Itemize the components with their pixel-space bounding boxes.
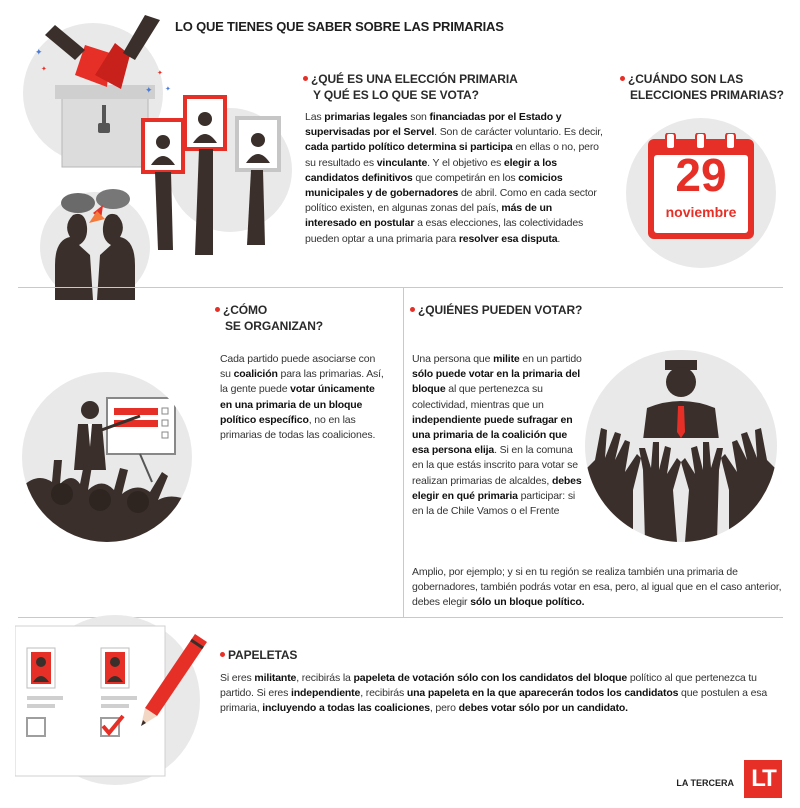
como-heading: [215, 302, 385, 334]
cuando-heading-line1: ¿CUÁNDO SON LAS: [628, 72, 744, 86]
papeletas-body: Si eres militante, recibirás la papeleta de votación sólo con los candidatos del bloque político al que pertenezca tu partido. Si eres independiente, recibirás una papeleta en la que aparecerán todos los candidatos que postulen a esa primaria, incluyendo a todas las coaliciones, pero debes votar sólo por un candidato.: [220, 672, 768, 715]
svg-text:✦: ✦: [41, 66, 47, 73]
bullet-dot: [303, 76, 308, 81]
que-es-heading: [303, 71, 553, 103]
la-tercera-logo: LT: [744, 760, 782, 798]
bullet-dot: [215, 307, 220, 312]
que-es-body: Las primarias legales son financiadas por el Estado y supervisadas por el Servel. Son de carácter voluntario. Es decir, cada partido político determina si participa en ellas o no, pero su resultado es vinculante. Y el objetivo es elegir a los candidatos definitivos que competirán en los comicios municipales y de gobernadores de abril. Como en cada sector político existen, en algunas zonas del país, más de un interesado en postular a esas elecciones, las colectividades pueden optar a una primaria para resolver esa disputa.: [305, 111, 603, 245]
section-divider: [18, 287, 783, 288]
ballot-illustration: [15, 15, 305, 300]
svg-text:✦: ✦: [35, 47, 43, 57]
quienes-heading: [410, 302, 670, 318]
column-divider: [403, 287, 404, 617]
bullet-dot: [620, 76, 625, 81]
que-es-heading-line2: Y QUÉ ES LO QUE SE VOTA?: [313, 88, 479, 102]
como-heading-line1: ¿CÓMO: [223, 303, 268, 317]
que-es-heading-line1: ¿QUÉ ES UNA ELECCIÓN PRIMARIA: [311, 72, 518, 86]
footer-brand: LA TERCERA: [676, 778, 734, 788]
calendar-day: 29: [675, 149, 727, 201]
papeletas-heading-line1: PAPELETAS: [228, 648, 298, 662]
quienes-body: Una persona que milite en un partido sólo puede votar en la primaria del bloque al que pertenezca su colectividad, mientras que un independiente puede sufragar en una primaria de la coalición que esa persona elija. Si en la comuna en la que estás inscrito para votar se realizan primarias de alcaldes, debes elegir en qué primaria participar: si en la de Chile Vamos o el Frente: [412, 353, 582, 518]
ballot-box-icon: [55, 85, 155, 167]
bullet-dot: [410, 307, 415, 312]
svg-text:✦: ✦: [145, 85, 153, 95]
speaker-podium-icon: [585, 350, 777, 542]
page-title: LO QUE TIENES QUE SABER SOBRE LAS PRIMARIAS: [175, 19, 504, 34]
cuando-heading: [620, 71, 790, 103]
calendar-month: noviembre: [665, 204, 737, 220]
quienes-body-cont: Amplio, por ejemplo; y si en tu región se realiza también una primaria de gobernadores, también podrás votar en esa, pero, al igual que en el caso anterior, debes elegir sólo un bloque político.: [412, 566, 782, 609]
bullet-dot: [220, 652, 225, 657]
svg-text:✦: ✦: [165, 86, 171, 93]
ballot-paper-icon: [15, 620, 210, 780]
raised-hands-icon: [143, 97, 279, 255]
quienes-heading-line1: ¿QUIÉNES PUEDEN VOTAR?: [418, 303, 583, 317]
presenter-icon: [22, 372, 192, 542]
svg-text:✦: ✦: [157, 70, 163, 77]
como-body: Cada partido puede asociarse con su coalición para las primarias. Así, la gente puede votar únicamente en una primaria de un bloque político específico, no en las primarias de todas las coaliciones.: [220, 353, 384, 442]
papeletas-heading: [220, 647, 420, 663]
cuando-heading-line2: ELECCIONES PRIMARIAS?: [630, 88, 784, 102]
como-heading-line2: SE ORGANIZAN?: [225, 319, 324, 333]
